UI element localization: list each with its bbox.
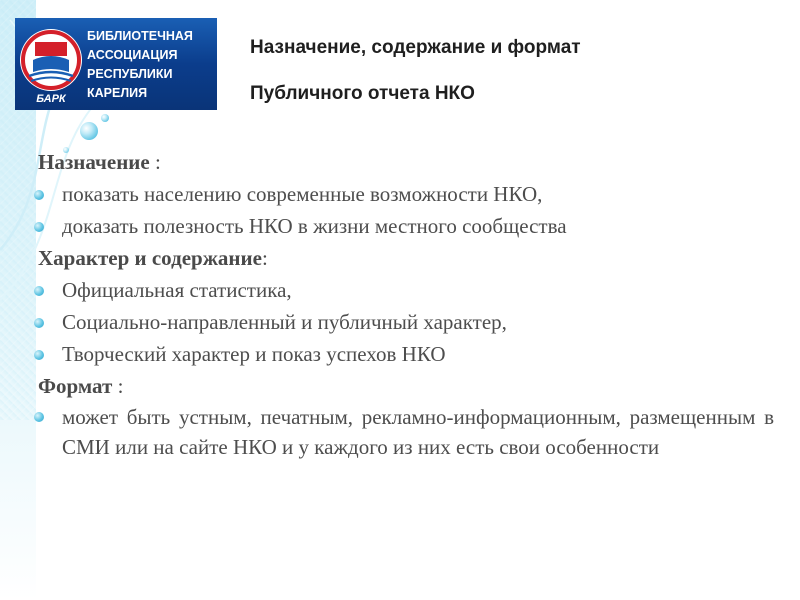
list-item bbox=[32, 306, 774, 338]
bubble-large bbox=[80, 122, 98, 140]
title-line-1: Назначение, содержание и формат bbox=[250, 37, 581, 58]
section-heading-character bbox=[38, 242, 774, 274]
heading-suffix: : bbox=[261, 246, 268, 270]
logo-line-3: РЕСПУБЛИКИ bbox=[87, 67, 173, 81]
list-item bbox=[32, 210, 774, 242]
list-item-text: Социально-направленный и публичный характер, bbox=[62, 310, 507, 334]
list-item-text: Творческий характер и показ успехов НКО bbox=[62, 342, 446, 366]
section-heading-purpose bbox=[38, 146, 774, 178]
logo-line-1: БИБЛИОТЕЧНАЯ bbox=[87, 29, 193, 43]
list-item bbox=[32, 178, 774, 210]
bullet-icon bbox=[34, 412, 44, 422]
slide-content bbox=[32, 146, 774, 462]
logo-line-2: АССОЦИАЦИЯ bbox=[87, 48, 178, 62]
title-line-2: Публичного отчета НКО bbox=[250, 83, 475, 104]
logo-line-4: КАРЕЛИЯ bbox=[87, 86, 148, 100]
heading-suffix: : bbox=[112, 374, 124, 398]
list-item-text: Официальная статистика, bbox=[62, 278, 292, 302]
bullet-icon bbox=[34, 318, 44, 328]
heading-word: Назначение bbox=[38, 150, 150, 174]
bubble-small bbox=[101, 114, 109, 122]
bullet-icon bbox=[34, 286, 44, 296]
library-association-logo bbox=[15, 18, 217, 110]
heading-suffix: : bbox=[149, 150, 161, 174]
heading-word: Характер и содержание bbox=[38, 246, 262, 270]
heading-word: Формат bbox=[38, 374, 113, 398]
list-item bbox=[32, 274, 774, 306]
section-heading-format bbox=[38, 370, 774, 402]
bullet-icon bbox=[34, 190, 44, 200]
bullet-icon bbox=[34, 222, 44, 232]
list-item-text: показать населению современные возможности НКО, bbox=[62, 182, 543, 206]
bullet-icon bbox=[34, 350, 44, 360]
logo-emblem-text: БАРК bbox=[36, 93, 66, 105]
list-item bbox=[32, 338, 774, 370]
list-item-text: доказать полезность НКО в жизни местного сообщества bbox=[62, 214, 567, 238]
list-item bbox=[32, 402, 774, 462]
list-item-text: может быть устным, печатным, рекламно-информационным, размещенным в СМИ или на сайте НКО и у каждого из них есть свои особенности bbox=[62, 405, 774, 459]
